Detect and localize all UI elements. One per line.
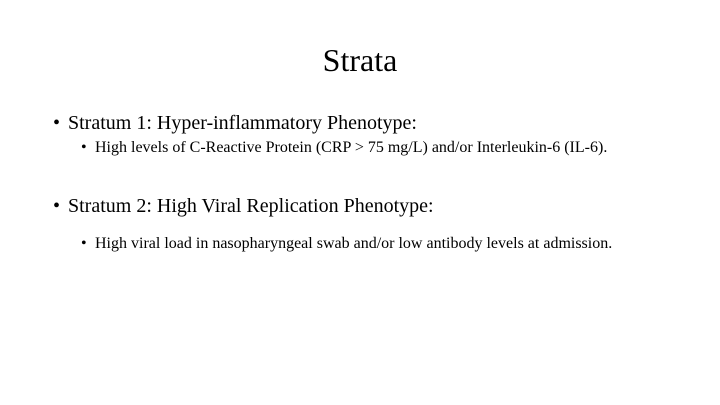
stratum-1-detail-bullet	[81, 138, 661, 157]
stratum-2-detail-bullet	[81, 227, 626, 260]
bullet-icon: •	[53, 112, 61, 134]
stratum-2-detail: High viral load in nasopharyngeal swab and/or low antibody levels at admission.	[95, 235, 613, 252]
stratum-1-heading: Stratum 1: Hyper-inflammatory Phenotype:	[68, 112, 417, 134]
stratum-2-heading: Stratum 2: High Viral Replication Phenotype:	[68, 195, 434, 217]
bullet-icon: •	[81, 139, 87, 156]
stratum-1-bullet	[53, 111, 417, 135]
slide-title: Strata	[322, 42, 398, 78]
stratum-1-detail: High levels of C-Reactive Protein (CRP > 75 mg/L) and/or Interleukin-6 (IL-6).	[95, 139, 608, 156]
stratum-2-bullet	[53, 194, 434, 218]
bullet-icon: •	[53, 195, 61, 217]
bullet-icon: •	[81, 235, 87, 252]
